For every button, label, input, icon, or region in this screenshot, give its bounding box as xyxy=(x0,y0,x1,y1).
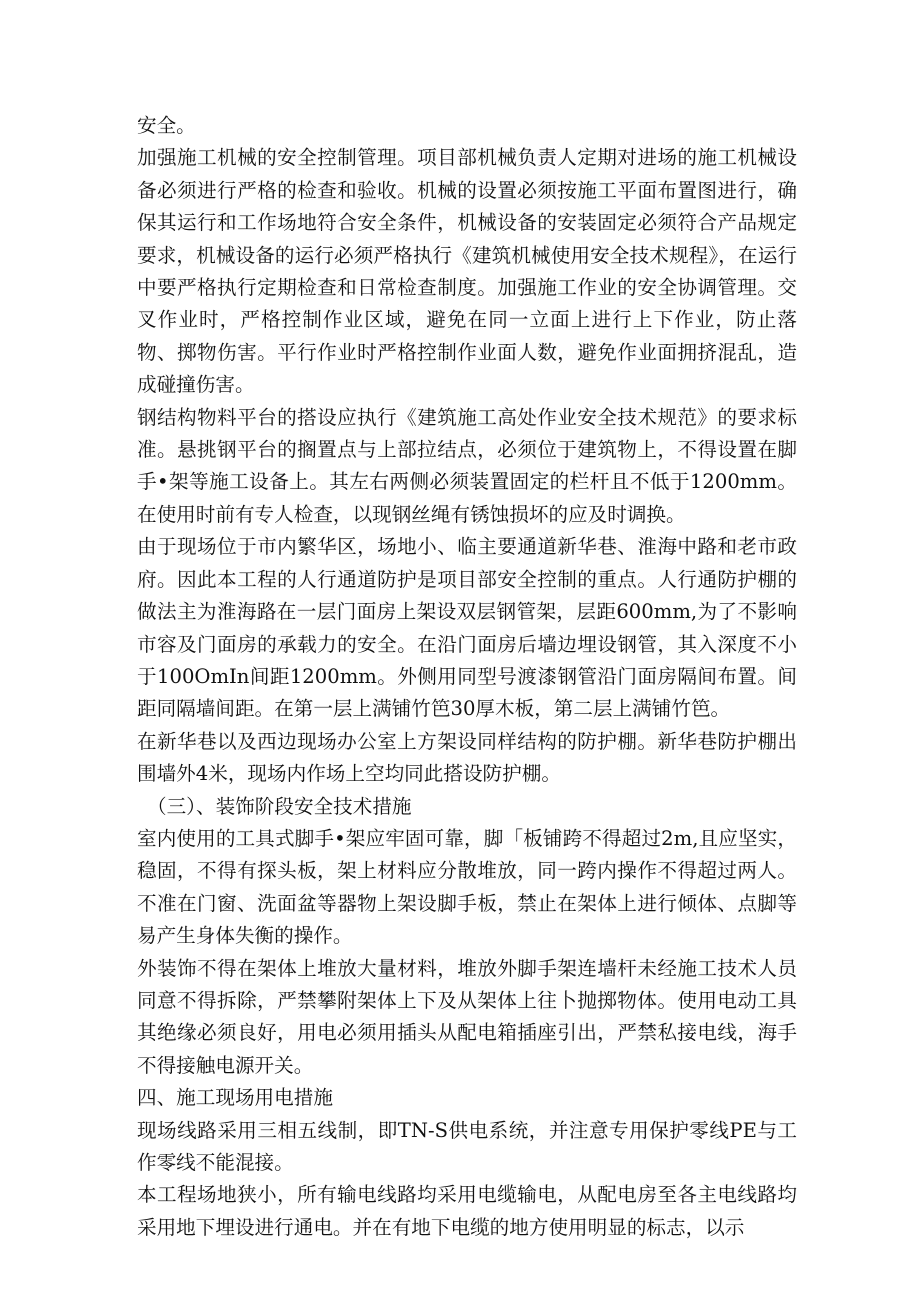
paragraph-tns-system: 现场线路采用三相五线制，即TN-S供电系统，并注意专用保护零线PE与工作零线不能混接。 xyxy=(137,1118,797,1174)
paragraph-exterior-decoration: 外装饰不得在架体上堆放大量材料，堆放外脚手架连墙杆未经施工技术人员同意不得拆除，严禁攀附架体上下及从架体上往卜抛掷物体。使用电动工具其绝缘必须良好，用电必须用插头从配电箱插座引出，严禁私接电线，海手不得接触电源开关。 xyxy=(137,956,797,1077)
paragraph-cable-routing: 本工程场地狭小，所有输电线路均采用电缆输电，从配电房至各主电线路均采用地下埋设进行通电。并在有地下电缆的地方使用明显的标志，以示 xyxy=(137,1183,797,1239)
document-body xyxy=(137,110,797,1244)
paragraph-safety-end: 安全。 xyxy=(137,114,196,137)
paragraph-xinhua-lane-shelter: 在新华巷以及西边现场办公室上方架设同样结构的防护棚。新华巷防护棚出围墙外4米，现场内作场上空均同此搭设防护棚。 xyxy=(137,729,797,786)
section-heading-electricity: 四、施工现场用电措施 xyxy=(137,1086,333,1110)
section-heading-decoration-safety: （三）、装饰阶段安全技术措施 xyxy=(147,794,412,818)
paragraph-pedestrian-shelter: 由于现场位于市内繁华区，场地小、临主要通道新华巷、淮海中路和老市政府。因此本工程的人行通道防护是项目部安全控制的重点。人行通防护棚的做法主为淮海路在一层门面房上架设双层钢管架，层距600mm,为了不影响市容及门面房的承载力的安全。在沿门面房后墙边埋设钢管，其入深度不小于100OmIn间距1200mm。外侧用同型号渡漆钢管沿门面房隔间布置。间距同隔墙间距。在第一层上满铺竹笆30厚木板，第二层上满铺竹笆。 xyxy=(137,535,797,721)
paragraph-machinery-control: 加强施工机械的安全控制管理。项目部机械负责人定期对进场的施工机械设备必须进行严格的检查和验收。机械的设置必须按施工平面布置图进行，确保其运行和工作场地符合安全条件，机械设备的安装固定必须符合产品规定要求，机械设备的运行必须严格执行《建筑机械使用安全技术规程》，在运行中要严格执行定期检查和日常检查制度。加强施工作业的安全协调管理。交叉作业时，严格控制作业区域，避免在同一立面上进行上下作业，防止落物、掷物伤害。平行作业时严格控制作业面人数，避免作业面拥挤混乱，造成碰撞伤害。 xyxy=(137,146,797,397)
paragraph-indoor-scaffold: 室内使用的工具式脚手•架应牢固可靠，脚「板铺跨不得超过2m,且应坚实，稳固，不得有探头板，架上材料应分散堆放，同一跨内操作不得超过两人。不准在门窗、洗面盆等器物上架设脚手板，禁止在架体上进行倾体、点脚等易产生身体失衡的操作。 xyxy=(137,826,797,948)
paragraph-steel-platform: 钢结构物料平台的搭设应执行《建筑施工高处作业安全技术规范》的要求标准。悬挑钢平台的搁置点与上部拉结点，必须位于建筑物上，不得设置在脚手•架等施工设备上。其左右两侧必须装置固定的栏杆且不低于1200mm。在使用时前有专人检查，以现钢丝绳有锈蚀损坏的应及时调换。 xyxy=(137,405,797,526)
